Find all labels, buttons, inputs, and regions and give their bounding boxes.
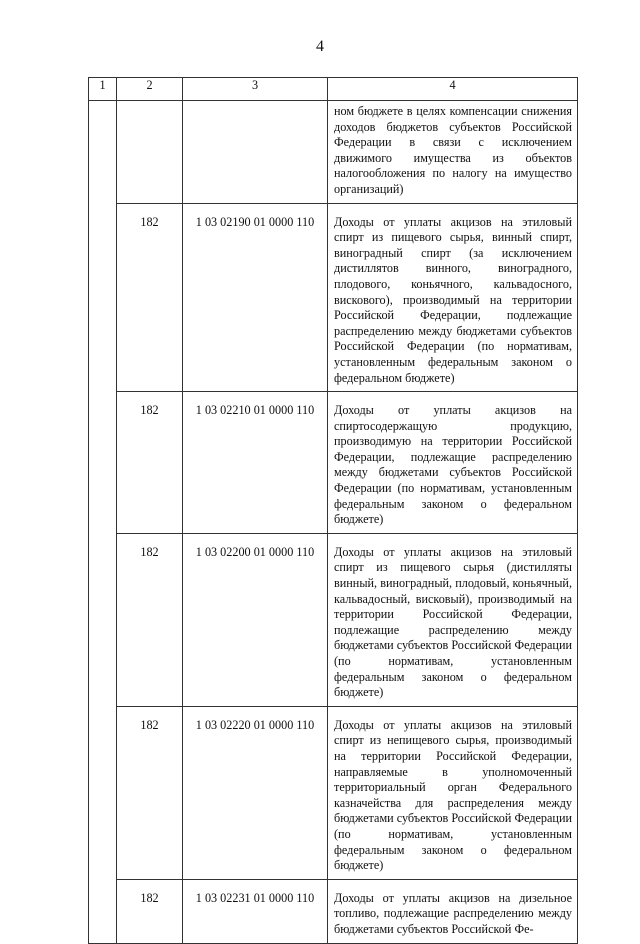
revenue-description-cell: Доходы от уплаты акцизов на спиртосодержащую продукцию, производимую на территории Российской Федерации, подлежащие распределению между бюджетами субъектов Российской Федерации (по нормативам, установленным федеральным законом о федеральном бюджете) (328, 392, 578, 534)
revenue-codes-table (88, 77, 578, 944)
admin-code-cell: 182 (117, 879, 183, 943)
revenue-code-cell: 1 03 02231 01 0000 110 (183, 879, 328, 943)
table-row (89, 533, 578, 706)
revenue-code-cell: 1 03 02210 01 0000 110 (183, 392, 328, 534)
col1-cell (89, 101, 117, 944)
table-row (89, 101, 578, 204)
revenue-description-cell: Доходы от уплаты акцизов на этиловый спирт из непищевого сырья, производимый на территории Российской Федерации, направляемые в уполномоченный территориальный орган Федерального казначейства для распределения между бюджетами субъектов Российской Федерации (по нормативам, установленным федеральным законом о федеральном бюджете) (328, 706, 578, 879)
table-header-row (89, 78, 578, 101)
header-col-4: 4 (328, 78, 578, 101)
admin-code-cell: 182 (117, 392, 183, 534)
header-col-1: 1 (89, 78, 117, 101)
revenue-code-cell: 1 03 02200 01 0000 110 (183, 533, 328, 706)
admin-code-cell: 182 (117, 706, 183, 879)
table-row (89, 203, 578, 392)
revenue-description-cell: ном бюджете в целях компенсации снижения доходов бюджетов субъектов Российской Федерации в связи с исключением движимого имущества из объектов налогообложения по налогу на имущество организаций) (328, 101, 578, 204)
admin-code-cell: 182 (117, 203, 183, 392)
revenue-description-cell: Доходы от уплаты акцизов на этиловый спирт из пищевого сырья (дистилляты винный, виноградный, плодовый, коньячный, кальвадосный, висковый), производимый на территории Российской Федерации, подлежащие распределению между бюджетами субъектов Российской Федерации (по нормативам, установленным федеральным законом о федеральном бюджете) (328, 533, 578, 706)
revenue-description-cell: Доходы от уплаты акцизов на дизельное топливо, подлежащие распределению между бюджетами субъектов Российской Фе- (328, 879, 578, 943)
table-row (89, 879, 578, 943)
admin-code-cell: 182 (117, 533, 183, 706)
header-col-2: 2 (117, 78, 183, 101)
revenue-description-cell: Доходы от уплаты акцизов на этиловый спирт из пищевого сырья, винный спирт, виноградный спирт (за исключением дистиллятов винного, виноградного, плодового, коньячного, кальвадосного, вискового), производимый на территории Российской Федерации, подлежащие распределению между бюджетами субъектов Российской Федерации (по нормативам, установленным федеральным законом о федеральном бюджете) (328, 203, 578, 392)
revenue-code-cell: 1 03 02190 01 0000 110 (183, 203, 328, 392)
revenue-code-cell (183, 101, 328, 204)
page-number: 4 (316, 38, 324, 55)
revenue-code-cell: 1 03 02220 01 0000 110 (183, 706, 328, 879)
table-row (89, 392, 578, 534)
table-row (89, 706, 578, 879)
header-col-3: 3 (183, 78, 328, 101)
admin-code-cell (117, 101, 183, 204)
